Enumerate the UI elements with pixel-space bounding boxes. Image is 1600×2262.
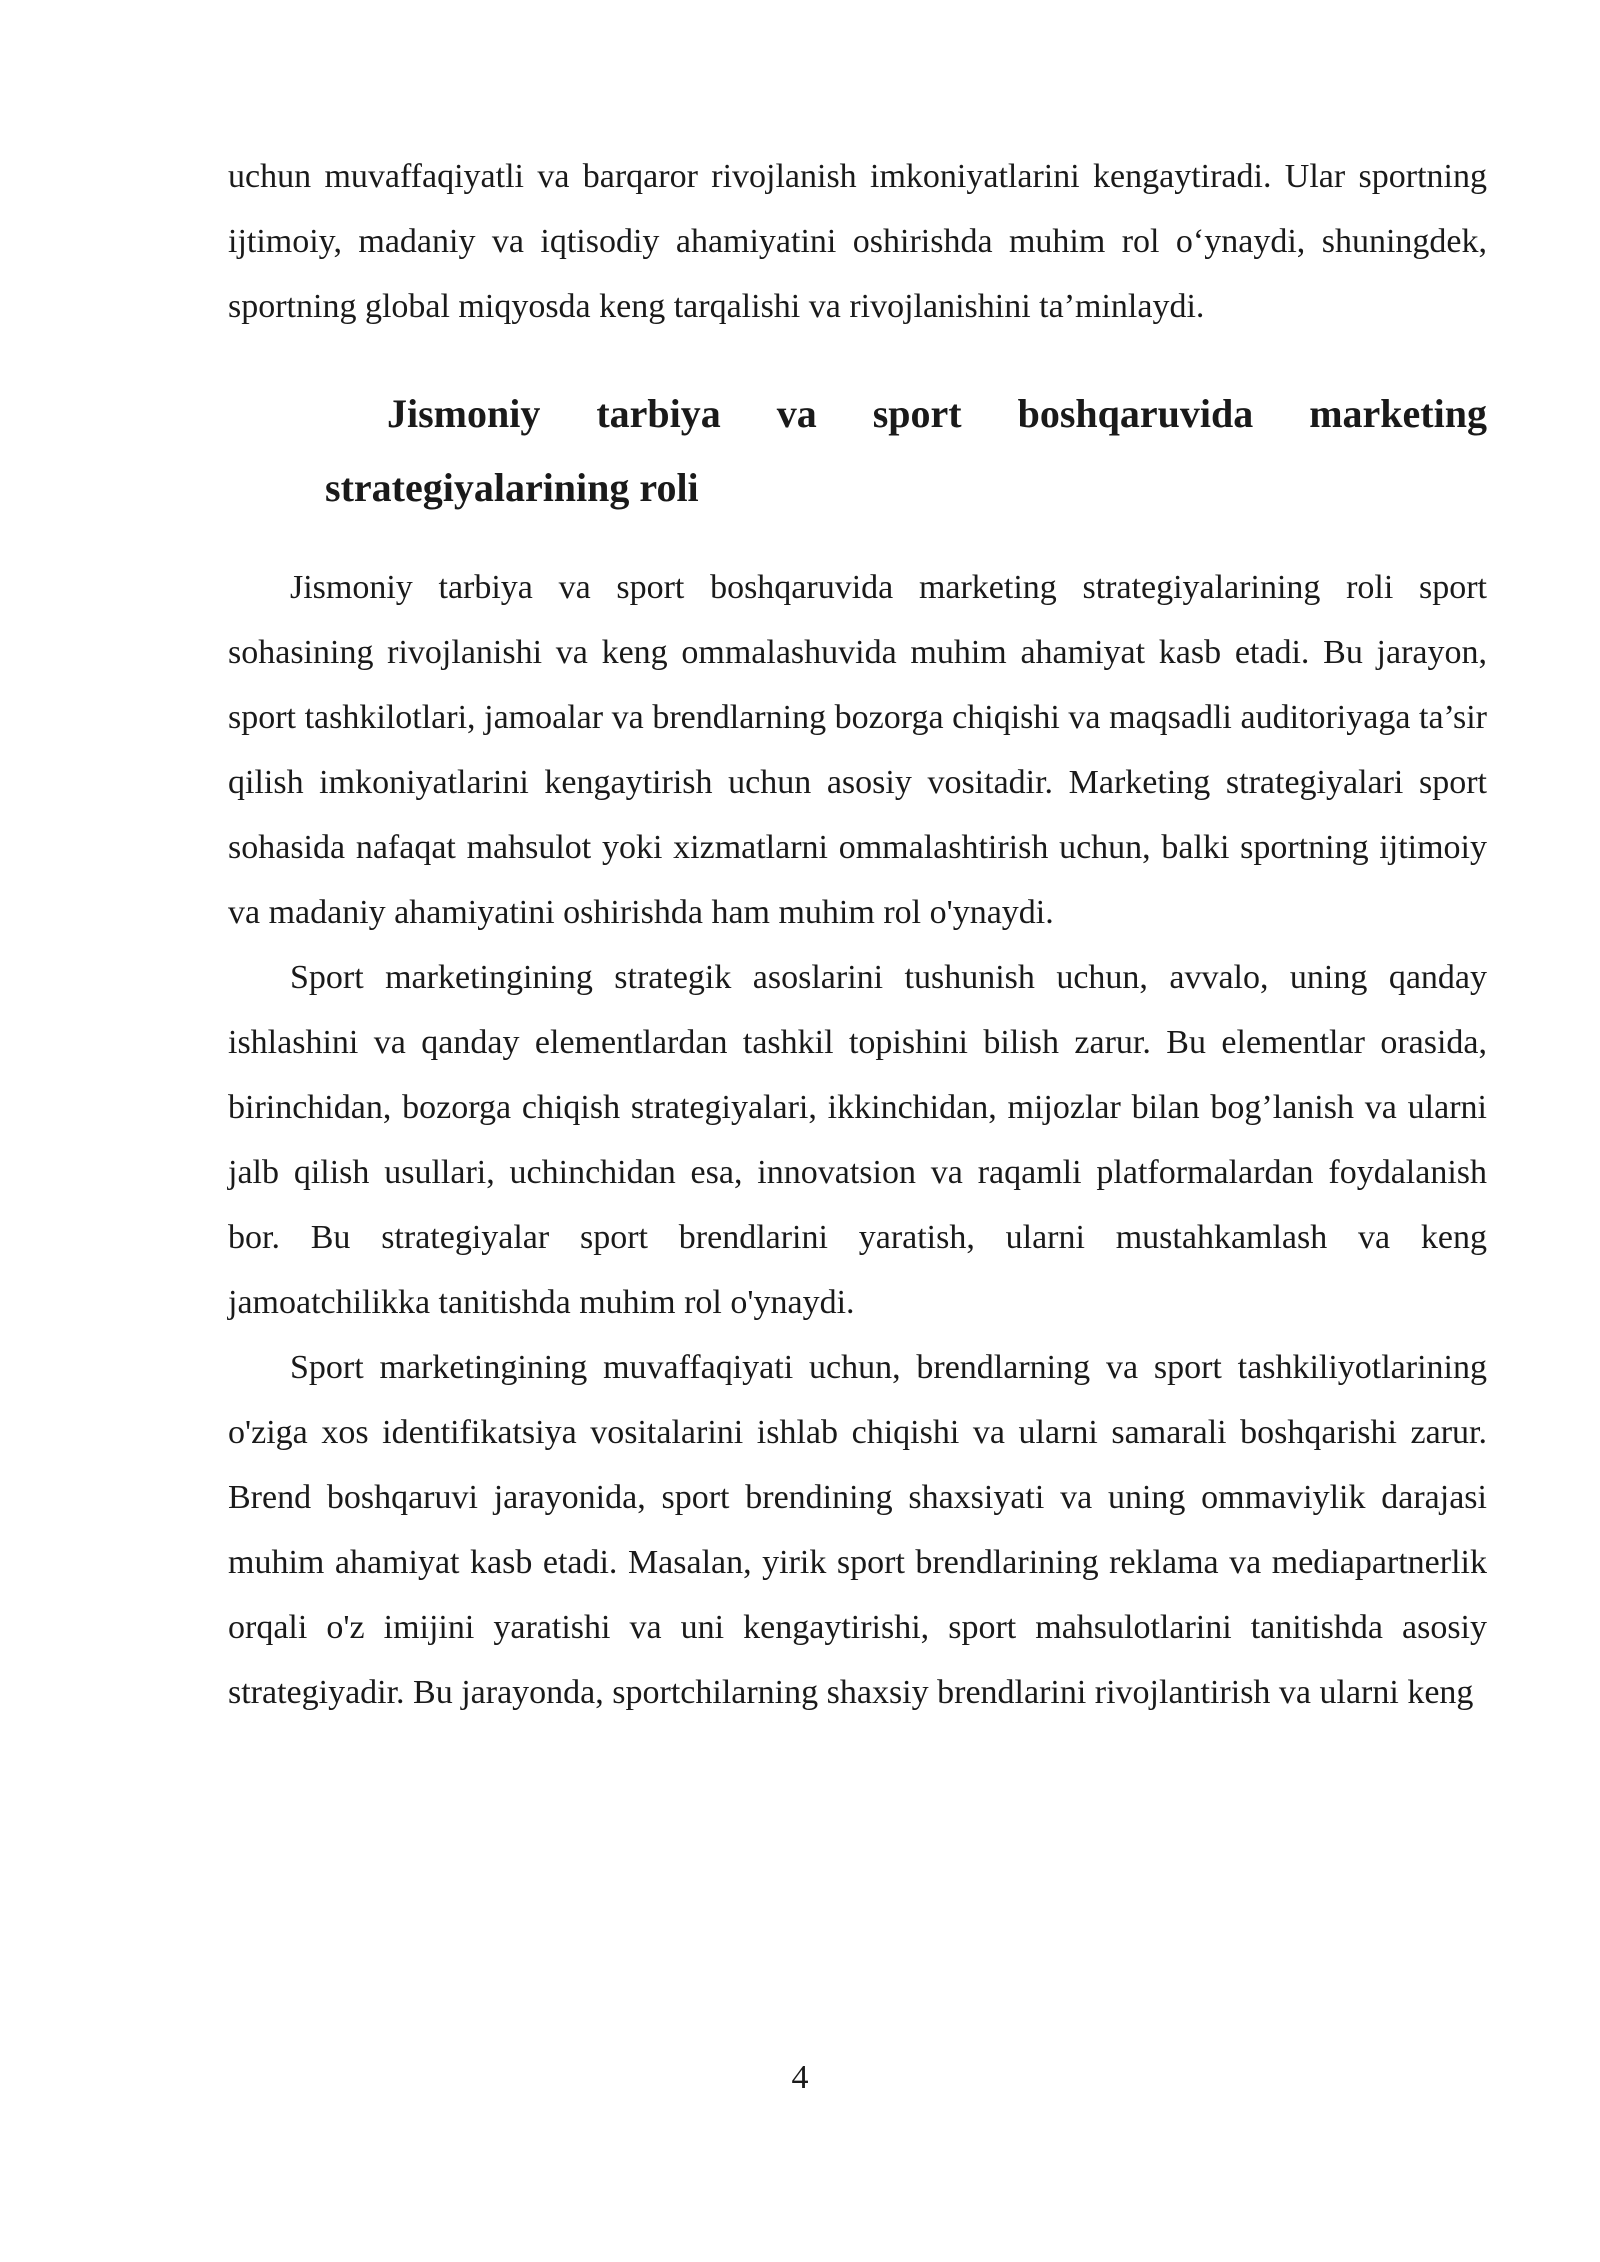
body-paragraph-2: Sport marketingining strategik asoslarini tushunish uchun, avvalo, uning qanday ishlashini va qanday elementlardan tashkil topishini bilish zarur. Bu elementlar orasida, birinchidan, bozorga chiqish strategiyalari, ikkinchidan, mijozlar bilan bog’lanish va ularni jalb qilish usullari, uchinchidan esa, innovatsion va raqamli platformalardan foydalanish bor. Bu strategiyalar sport brendlarini yaratish, ularni mustahkamlash va keng jamoatchilikka tanitishda muhim rol o'ynaydi. bbox=[228, 959, 1487, 1321]
page-content bbox=[228, 144, 1487, 1725]
intro-paragraph: uchun muvaffaqiyatli va barqaror rivojlanish imkoniyatlarini kengaytiradi. Ular sportning ijtimoiy, madaniy va iqtisodiy ahamiyatini oshirishda muhim rol o‘ynaydi, shuningdek, sportning global miqyosda keng tarqalishi va rivojlanishini ta’minlaydi. bbox=[228, 158, 1487, 325]
section-heading: Jismoniy tarbiya va sport boshqaruvida marketing strategiyalarining roli bbox=[325, 391, 1487, 510]
body-paragraph-3: Sport marketingining muvaffaqiyati uchun, brendlarning va sport tashkiliyotlarining o'ziga xos identifikatsiya vositalarini ishlab chiqishi va ularni samarali boshqarishi zarur. Brend boshqaruvi jarayonida, sport brendining shaxsiyati va uning ommaviylik darajasi muhim ahamiyat kasb etadi. Masalan, yirik sport brendlarining reklama va mediapartnerlik orqali o'z imijini yaratishi va uni kengaytirishi, sport mahsulotlarini tanitishda asosiy strategiyadir. Bu jarayonda, sportchilarning shaxsiy brendlarini rivojlantirish va ularni keng bbox=[228, 1349, 1487, 1711]
page-number: 4 bbox=[791, 2059, 809, 2096]
body-paragraph-1: Jismoniy tarbiya va sport boshqaruvida marketing strategiyalarining roli sport sohasining rivojlanishi va keng ommalashuvida muhim ahamiyat kasb etadi. Bu jarayon, sport tashkilotlari, jamoalar va brendlarning bozorga chiqishi va maqsadli auditoriyaga ta’sir qilish imkoniyatlarini kengaytirish uchun asosiy vositadir. Marketing strategiyalari sport sohasida nafaqat mahsulot yoki xizmatlarni ommalashtirish uchun, balki sportning ijtimoiy va madaniy ahamiyatini oshirishda ham muhim rol o'ynaydi. bbox=[228, 569, 1487, 931]
